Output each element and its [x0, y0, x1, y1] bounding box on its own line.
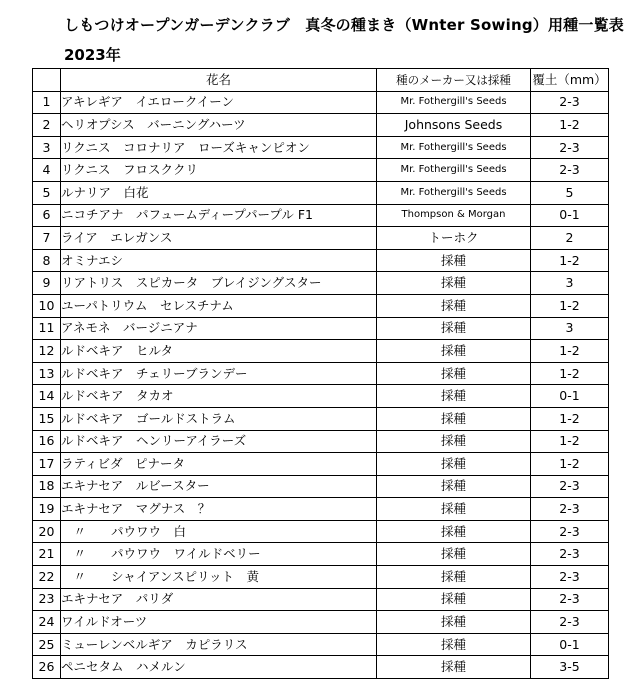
table-row	[33, 656, 609, 679]
soil-depth: 1-2	[531, 114, 609, 137]
row-number: 8	[33, 249, 61, 272]
soil-depth: 1-2	[531, 362, 609, 385]
seed-maker: 採種	[377, 249, 531, 272]
flower-name: ルドベキア ゴールドストラム	[61, 407, 377, 430]
seed-maker: 採種	[377, 430, 531, 453]
row-number: 13	[33, 362, 61, 385]
flower-name: エキナセア パリダ	[61, 588, 377, 611]
soil-depth: 3	[531, 317, 609, 340]
soil-depth: 1-2	[531, 430, 609, 453]
seed-maker: 採種	[377, 656, 531, 679]
table-row	[33, 385, 609, 408]
table-row	[33, 249, 609, 272]
row-number: 12	[33, 340, 61, 363]
header-soil-depth: 覆土（mm）	[531, 69, 609, 92]
soil-depth: 2-3	[531, 159, 609, 182]
soil-depth: 2-3	[531, 566, 609, 589]
row-number: 5	[33, 181, 61, 204]
seed-maker: 採種	[377, 385, 531, 408]
flower-name: ワイルドオーツ	[61, 611, 377, 634]
table-row	[33, 181, 609, 204]
table-row	[33, 227, 609, 250]
soil-depth: 2-3	[531, 543, 609, 566]
flower-name: ルドベキア ヘンリーアイラーズ	[61, 430, 377, 453]
flower-name: ルナリア 白花	[61, 181, 377, 204]
flower-name: エキナセア マグナス ？	[61, 498, 377, 521]
row-number: 23	[33, 588, 61, 611]
table-row	[33, 114, 609, 137]
table-row	[33, 407, 609, 430]
flower-name: 〃 パウワウ 白	[61, 520, 377, 543]
seed-maker: 採種	[377, 475, 531, 498]
row-number: 21	[33, 543, 61, 566]
flower-name: ユーパトリウム セレスチナム	[61, 294, 377, 317]
flower-name: エキナセア ルビースター	[61, 475, 377, 498]
soil-depth: 3	[531, 272, 609, 295]
table-row	[33, 430, 609, 453]
flower-name: ミューレンベルギア カピラリス	[61, 633, 377, 656]
table-row	[33, 588, 609, 611]
row-number: 2	[33, 114, 61, 137]
soil-depth: 1-2	[531, 407, 609, 430]
table-row	[33, 566, 609, 589]
seed-list-table	[32, 68, 609, 679]
seed-maker: 採種	[377, 566, 531, 589]
seed-maker: トーホク	[377, 227, 531, 250]
row-number: 19	[33, 498, 61, 521]
soil-depth: 2-3	[531, 520, 609, 543]
soil-depth: 0-1	[531, 204, 609, 227]
table-row	[33, 543, 609, 566]
row-number: 4	[33, 159, 61, 182]
flower-name: ペニセタム ハメルン	[61, 656, 377, 679]
row-number: 10	[33, 294, 61, 317]
soil-depth: 5	[531, 181, 609, 204]
row-number: 16	[33, 430, 61, 453]
document-year: 2023年	[64, 46, 121, 64]
document-title: しもつけオープンガーデンクラブ 真冬の種まき（Wnter Sowing）用種一覧表	[64, 16, 624, 34]
soil-depth: 1-2	[531, 453, 609, 476]
seed-maker: 採種	[377, 543, 531, 566]
soil-depth: 2-3	[531, 611, 609, 634]
row-number: 20	[33, 520, 61, 543]
seed-maker: 採種	[377, 407, 531, 430]
flower-name: オミナエシ	[61, 249, 377, 272]
table-header-row	[33, 69, 609, 92]
soil-depth: 0-1	[531, 633, 609, 656]
row-number: 1	[33, 91, 61, 114]
table-row	[33, 633, 609, 656]
soil-depth: 3-5	[531, 656, 609, 679]
table-row	[33, 91, 609, 114]
table-row	[33, 294, 609, 317]
seed-maker: 採種	[377, 588, 531, 611]
flower-name: リアトリス スピカータ ブレイジングスター	[61, 272, 377, 295]
row-number: 15	[33, 407, 61, 430]
table-row	[33, 317, 609, 340]
table-row	[33, 498, 609, 521]
row-number: 3	[33, 136, 61, 159]
soil-depth: 0-1	[531, 385, 609, 408]
row-number: 11	[33, 317, 61, 340]
soil-depth: 2	[531, 227, 609, 250]
seed-maker: 採種	[377, 611, 531, 634]
soil-depth: 2-3	[531, 91, 609, 114]
soil-depth: 2-3	[531, 588, 609, 611]
flower-name: ルドベキア ヒルタ	[61, 340, 377, 363]
seed-list-body	[33, 69, 609, 679]
flower-name: ヘリオプシス バーニングハーツ	[61, 114, 377, 137]
seed-maker: 採種	[377, 362, 531, 385]
seed-maker: Mr. Fothergill's Seeds	[377, 91, 531, 114]
seed-maker: 採種	[377, 453, 531, 476]
table-row	[33, 159, 609, 182]
table-row	[33, 475, 609, 498]
header-number	[33, 69, 61, 92]
row-number: 17	[33, 453, 61, 476]
flower-name: ニコチアナ パフュームディープパープル F1	[61, 204, 377, 227]
table-row	[33, 204, 609, 227]
row-number: 24	[33, 611, 61, 634]
flower-name: アネモネ バージニアナ	[61, 317, 377, 340]
seed-maker: 採種	[377, 633, 531, 656]
table-row	[33, 136, 609, 159]
flower-name: 〃 パウワウ ワイルドベリー	[61, 543, 377, 566]
seed-maker: 採種	[377, 317, 531, 340]
seed-maker: Thompson & Morgan	[377, 204, 531, 227]
flower-name: アキレギア イエロークイーン	[61, 91, 377, 114]
row-number: 22	[33, 566, 61, 589]
flower-name: ルドベキア タカオ	[61, 385, 377, 408]
flower-name: ライア エレガンス	[61, 227, 377, 250]
soil-depth: 2-3	[531, 498, 609, 521]
row-number: 18	[33, 475, 61, 498]
soil-depth: 1-2	[531, 340, 609, 363]
row-number: 9	[33, 272, 61, 295]
flower-name: 〃 シャイアンスピリット 黄	[61, 566, 377, 589]
flower-name: ラティビダ ピナータ	[61, 453, 377, 476]
row-number: 25	[33, 633, 61, 656]
flower-name: リクニス フロスククリ	[61, 159, 377, 182]
seed-maker: 採種	[377, 498, 531, 521]
seed-maker: Mr. Fothergill's Seeds	[377, 159, 531, 182]
header-flower-name: 花名	[61, 69, 377, 92]
seed-maker: 採種	[377, 340, 531, 363]
seed-maker: 採種	[377, 272, 531, 295]
table-row	[33, 362, 609, 385]
table-row	[33, 453, 609, 476]
table-row	[33, 520, 609, 543]
seed-maker: 採種	[377, 294, 531, 317]
seed-maker: 採種	[377, 520, 531, 543]
header-maker: 種のメーカー又は採種	[377, 69, 531, 92]
row-number: 7	[33, 227, 61, 250]
table-row	[33, 340, 609, 363]
row-number: 6	[33, 204, 61, 227]
table-row	[33, 611, 609, 634]
row-number: 26	[33, 656, 61, 679]
soil-depth: 2-3	[531, 475, 609, 498]
seed-maker: Mr. Fothergill's Seeds	[377, 136, 531, 159]
soil-depth: 1-2	[531, 294, 609, 317]
soil-depth: 1-2	[531, 249, 609, 272]
flower-name: ルドベキア チェリーブランデー	[61, 362, 377, 385]
flower-name: リクニス コロナリア ローズキャンピオン	[61, 136, 377, 159]
row-number: 14	[33, 385, 61, 408]
seed-maker: Johnsons Seeds	[377, 114, 531, 137]
soil-depth: 2-3	[531, 136, 609, 159]
seed-maker: Mr. Fothergill's Seeds	[377, 181, 531, 204]
table-row	[33, 272, 609, 295]
